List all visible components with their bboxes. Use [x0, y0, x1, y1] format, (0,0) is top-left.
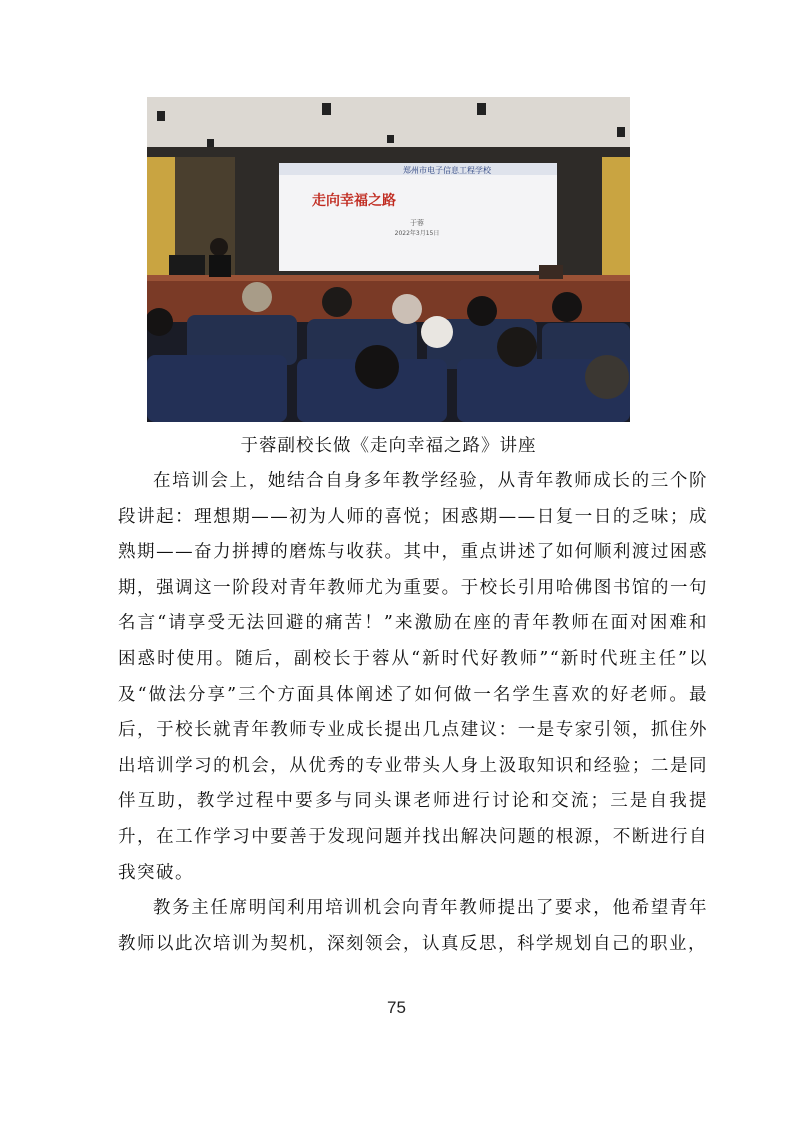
page-number: 75: [387, 998, 406, 1017]
photo-caption: 于蓉副校长做《走向幸福之路》讲座: [240, 436, 537, 456]
lecture-photo: [147, 97, 630, 422]
paragraph-1: 在培训会上，她结合自身多年教学经验，从青年教师成长的三个阶段讲起：理想期——初为人师的喜悦；困惑期——日复一日的乏味；成熟期——奋力拼搏的磨炼与收获。其中，重点讲述了如何顺利渡过困惑期，强调这一阶段对青年教师尤为重要。于校长引用哈佛图书馆的一句名言“请享受无法回避的痛苦！”来激励在座的青年教师在面对困难和困惑时使用。随后，副校长于蓉从“新时代好教师”“新时代班主任”以及“做法分享”三个方面具体阐述了如何做一名学生喜欢的好老师。最后，于校长就青年教师专业成长提出几点建议：一是专家引领，抓住外出培训学习的机会，从优秀的专业带头人身上汲取知识和经验；二是同伴互助，教学过程中要多与同头课老师进行讨论和交流；三是自我提升，在工作学习中要善于发现问题并找出解决问题的根源，不断进行自我突破。: [118, 471, 708, 883]
screen-speaker: 于蓉: [410, 219, 424, 227]
screen-header: 郑州市电子信息工程学校: [403, 166, 491, 175]
screen-title: 走向幸福之路: [312, 193, 396, 209]
screen-date: 2022年3月15日: [394, 230, 440, 237]
paragraph-2: 教务主任席明闰利用培训机会向青年教师提出了要求，他希望青年教师以此次培训为契机，深刻领会，认真反思，科学规划自己的职业，: [118, 898, 708, 954]
article-body: [118, 464, 708, 962]
